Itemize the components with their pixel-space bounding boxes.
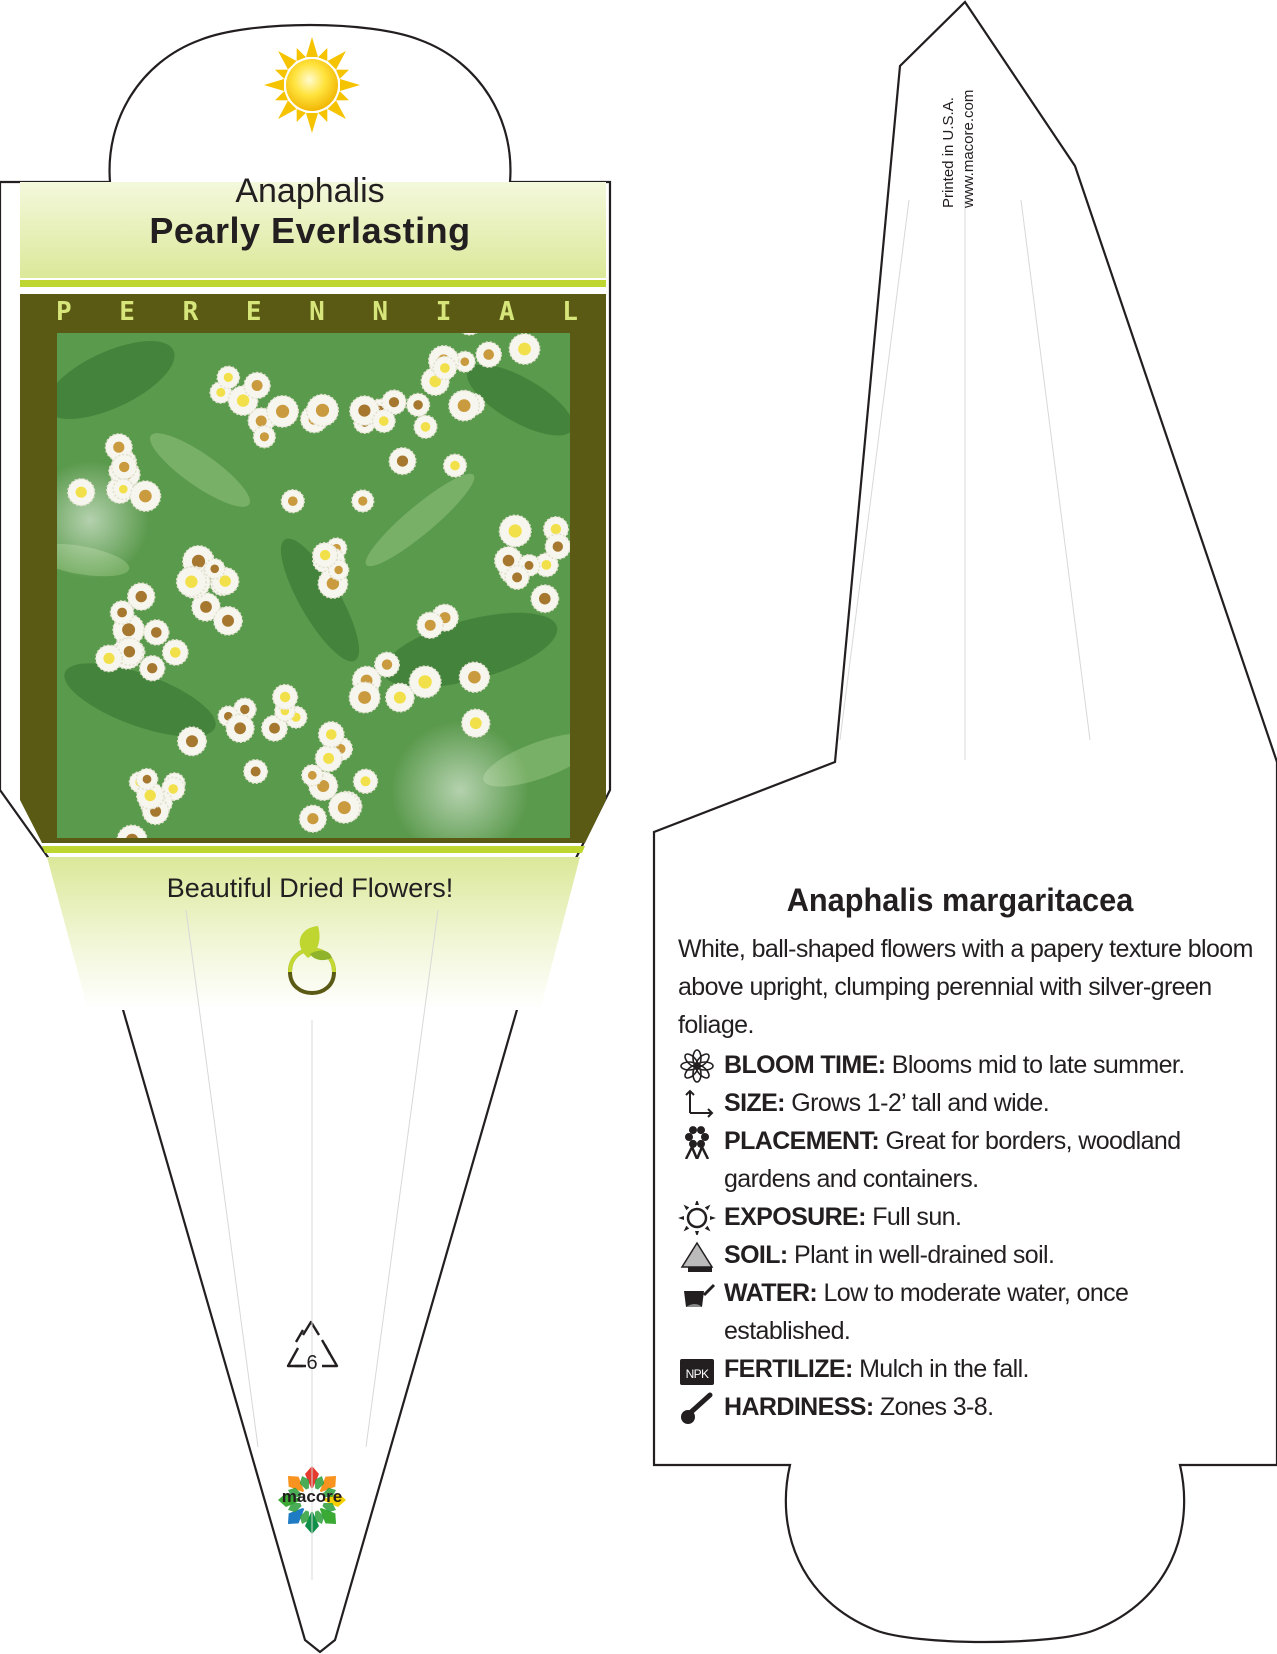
care-text: Low to moderate water, once established. [724,1279,1129,1345]
common-name-line2: Pearly Everlasting [149,210,471,251]
care-text: Plant in well-drained soil. [787,1241,1055,1269]
care-label: BLOOM TIME: [724,1051,886,1079]
category-letter: N [309,297,325,327]
category-letter: A [498,297,515,327]
botanical-name: Anaphalis margaritacea [786,882,1134,918]
care-row [678,1198,1258,1236]
care-label: PLACEMENT: [724,1127,880,1155]
care-label: EXPOSURE: [724,1203,866,1231]
care-row [678,1084,1258,1122]
plant-photo [28,308,602,860]
common-name-line1: Anaphalis [235,172,385,210]
care-text: Zones 3-8. [873,1393,994,1421]
category-letter: E [119,297,135,327]
flower-icon [678,1049,716,1083]
svg-text:NPK: NPK [685,1367,709,1381]
thermometer-icon [678,1391,716,1425]
care-text: Mulch in the fall. [852,1355,1029,1383]
care-label: SIZE: [724,1089,785,1117]
care-row [678,1274,1258,1350]
watering-can-icon [678,1277,716,1311]
brand-name: macore [281,1487,343,1506]
category-letter: L [562,297,578,327]
category-label [56,297,578,327]
care-label: HARDINESS: [724,1393,874,1421]
care-text: Great for borders, woodland gardens and containers. [724,1127,1181,1193]
recycle-number: 6 [306,1352,318,1374]
care-list [678,1046,1258,1426]
sun-icon [264,37,360,133]
category-letter: P [56,297,72,327]
care-row [678,1350,1258,1388]
care-label: WATER: [724,1279,818,1307]
size-icon [678,1087,716,1121]
lime-stripe-top [20,280,606,287]
lime-stripe-bottom [42,846,585,853]
plant-details [678,930,1258,1426]
printer-info [940,48,977,218]
npk-icon [678,1353,716,1387]
description: White, ball-shaped flowers with a papery texture bloom above upright, clumping perennial with silver-green foliage. [678,935,1253,1039]
care-label: FERTILIZE: [724,1355,853,1383]
exposure-sun-icon [678,1201,716,1235]
tagline: Beautiful Dried Flowers! [166,873,454,903]
soil-icon [678,1239,716,1273]
care-row [678,1122,1258,1198]
category-letter: E [245,297,262,327]
printed-in: Printed in U.S.A. [940,97,957,208]
category-letter: N [372,297,389,327]
care-text: Full sun. [865,1203,962,1231]
care-text: Blooms mid to late summer. [885,1051,1185,1079]
care-row [678,1046,1258,1084]
category-letter: R [182,297,199,327]
placement-icon [678,1125,716,1159]
category-letter: I [435,297,452,327]
care-label: SOIL: [724,1241,788,1269]
care-row [678,1236,1258,1274]
care-row [678,1388,1258,1426]
website: www.macore.com [960,89,977,208]
care-text: Grows 1-2’ tall and wide. [784,1089,1050,1117]
